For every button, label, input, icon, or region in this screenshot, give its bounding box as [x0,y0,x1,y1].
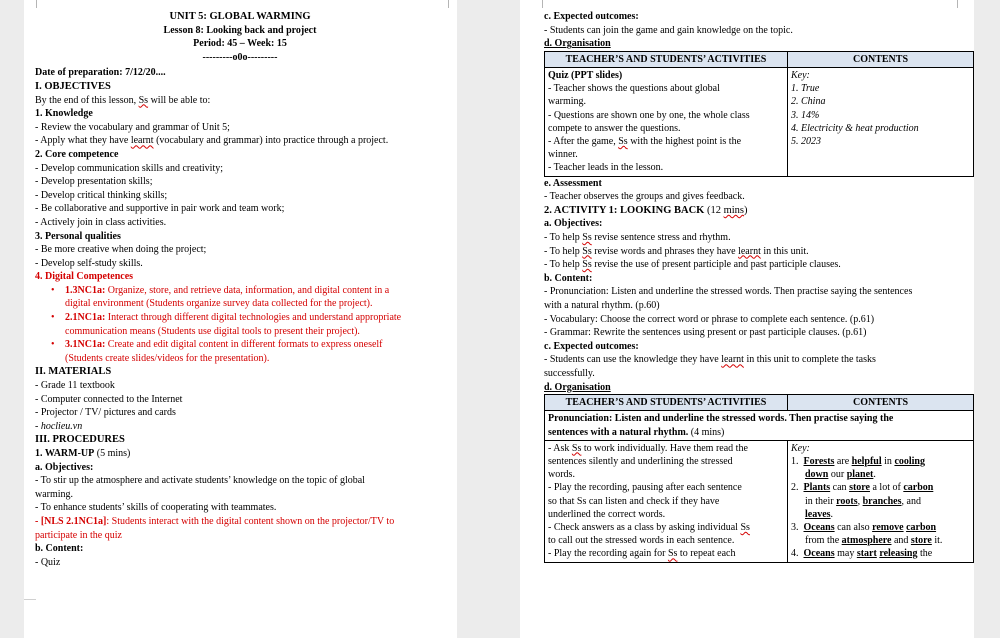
digital-competence-item: • 1.3NC1a: Organize, store, and retrieve data, information, and digital content in a digital environment (Students organize survey data collected for the project). [65,284,445,311]
activities-cell [545,440,788,562]
personal-item: - Be more creative when doing the project; [35,244,207,256]
digital-competence-item: • 2.1NC1a: Interact through different digital technologies and understand appropriate communication means (Students use digital tools to present their project). [65,311,445,338]
material-item: - Computer connected to the Internet [35,393,183,405]
corner-mark [26,0,37,8]
activity-line: - After the game, Ss with the highest point is the [548,136,742,147]
digital-competences-heading: 4. Digital Competences [35,271,134,283]
divider: ---------o0o--------- [202,51,278,63]
knowledge-item: - Apply what they have learnt (vocabulary and grammar) into practice through a project. [35,135,389,147]
activity-line: - Check answers as a class by asking individual Ss [548,521,750,533]
activity-objective: - To help Ss revise the use of present participle and past participle clauses. [544,259,841,271]
unit-title: UNIT 5: GLOBAL WARMING [169,11,311,22]
pronunciation-task-cell [545,411,974,440]
table-header-contents: CONTENTS [788,51,974,67]
table-header-activities: TEACHER’S AND STUDENTS’ ACTIVITIES [545,395,788,411]
key-sentence: down our planet. [805,469,876,481]
objectives-intro: By the end of this lesson, Ss will be able to: [35,94,211,106]
table-header-activities: TEACHER’S AND STUDENTS’ ACTIVITIES [545,51,788,67]
key-sentence: 2. Plants can store a lot of carbon [791,482,934,494]
key-answer: 1. True [791,83,820,95]
key-answer: 4. Electricity & heat production [791,122,919,134]
activity-expected-item: - Students can use the knowledge they have learnt in this unit to complete the tasks [544,354,876,366]
activity-line: words. [548,469,575,481]
key-answer: 3. 14% [791,109,820,121]
activity-line: - Teacher leads in the lesson. [548,162,664,174]
digital-competence-item: • 3.1NC1a: Create and edit digital content in different formats to express oneself (Students create slides/videos for the presentation). [65,338,445,365]
digital-competences-list [35,284,445,366]
activity-objectives-heading: a. Objectives: [544,218,603,230]
date-of-preparation: Date of preparation: 7/12/20.... [35,67,166,79]
procedures-heading: III. PROCEDURES [35,434,125,446]
objectives-heading: I. OBJECTIVES [35,80,111,92]
activity-objective: - To help Ss revise sentence stress and rhythm. [544,231,731,243]
activity-line: - Teacher shows the questions about global [548,83,720,95]
warmup-objective: warming. [35,488,74,500]
assessment-heading: e. Assessment [544,177,602,189]
organisation-heading: d. Organisation [544,38,611,50]
key-answer: 2. China [791,96,826,108]
core-item: - Actively join in class activities. [35,216,167,228]
personal-item: - Develop self-study skills. [35,257,143,269]
warmup-content-item: - Quiz [35,556,61,568]
activity-line: - Questions are shown one by one, the whole class [548,109,750,121]
assessment-item: - Teacher observes the groups and gives feedback. [544,191,745,203]
key-label: Key: [791,69,810,81]
activities-cell [545,67,788,176]
activity-1-heading: 2. ACTIVITY 1: LOOKING BACK (12 mins) [544,204,748,216]
quiz-title: Quiz (PPT slides) [548,69,623,81]
activity-objective: - To help Ss revise words and phrases they have learnt in this unit. [544,245,809,257]
activity-content-item: with a natural rhythm. (p.60) [544,299,660,311]
activity-line: so that Ss can listen and check if they have [548,495,720,507]
activity-content-item: - Pronunciation: Listen and underline the stressed words. Then practise saying the sentences [544,286,913,298]
personal-qualities-heading: 3. Personal qualities [35,230,121,242]
activity-line: warming. [548,96,587,108]
activity-line: - Ask Ss to work individually. Have them read the [548,442,748,454]
nls-note: - [NLS 2.1NC1a]: Students interact with the digital content shown on the projector/TV to [35,515,395,527]
contents-cell [788,67,974,176]
table-row [545,67,974,176]
period-line: Period: 45 – Week: 15 [193,38,287,50]
activity-expected-heading: c. Expected outcomes: [544,340,639,352]
lesson-title: Lesson 8: Looking back and project [163,24,317,36]
key-sentence: from the atmosphere and store it. [805,535,943,547]
activity-line: to call out the stressed words in each sentence. [548,535,735,547]
margin-mark [24,599,36,600]
nls-note: participate in the quiz [35,529,122,541]
key-sentence: in their roots, branches, and [805,495,921,507]
material-item: - Grade 11 textbook [35,380,115,392]
table-header-contents: CONTENTS [788,395,974,411]
pronunciation-task: sentences with a natural rhythm. (4 mins) [548,426,725,438]
core-item: - Develop communication skills and creativity; [35,162,224,174]
expected-outcome: - Students can join the game and gain knowledge on the topic. [544,24,793,36]
document-page-right [520,0,974,638]
warmup-objective: - To enhance students’ skills of cooperating with teammates. [35,502,277,514]
activity-content-item: - Grammar: Rewrite the sentences using present or past participle clauses. (p.61) [544,327,867,339]
core-item: - Develop critical thinking skills; [35,189,168,201]
core-item: - Develop presentation skills; [35,176,153,188]
activities-table-looking-back [544,394,974,562]
warmup-heading: 1. WARM-UP (5 mins) [35,448,131,459]
contents-cell [788,440,974,562]
knowledge-heading: 1. Knowledge [35,108,93,120]
activity-content-heading: b. Content: [544,272,593,284]
material-item-website: - hoclieu.vn [35,420,83,432]
core-item: - Be collaborative and supportive in pair work and team work; [35,203,285,215]
table-row [545,411,974,440]
expected-outcomes-heading: c. Expected outcomes: [544,11,639,22]
knowledge-item: - Review the vocabulary and grammar of Unit 5; [35,121,230,133]
corner-mark [957,0,968,8]
materials-heading: II. MATERIALS [35,366,112,378]
activities-table-warmup [544,51,974,177]
warmup-objectives-heading: a. Objectives: [35,461,94,473]
activity-line: winner. [548,149,578,161]
pronunciation-task: Pronunciation: Listen and underline the stressed words. Then practise saying the [548,413,894,425]
warmup-content-heading: b. Content: [35,543,84,555]
activity-line: sentences silently and underlining the stressed [548,455,733,467]
activity-expected-item: successfully. [544,367,595,379]
activity-line: compete to answer the questions. [548,122,681,134]
key-sentence: 4. Oceans may start releasing the [791,548,933,560]
activity-organisation-heading: d. Organisation [544,381,611,393]
core-competence-heading: 2. Core competence [35,148,119,160]
corner-mark [448,0,457,8]
key-sentence: leaves. [805,508,834,520]
key-sentence: 3. Oceans can also remove carbon [791,521,937,533]
key-label: Key: [791,442,810,454]
corner-mark [532,0,543,8]
activity-line: - Play the recording, pausing after each sentence [548,482,742,494]
warmup-objective: - To stir up the atmosphere and activate students’ knowledge on the topic of global [35,475,365,487]
document-page-left [24,0,457,638]
activity-line: underlined the correct words. [548,508,666,520]
table-row [545,440,974,562]
key-answer: 5. 2023 [791,136,821,147]
key-sentence: 1. Forests are helpful in cooling [791,455,925,467]
material-item: - Projector / TV/ pictures and cards [35,407,176,419]
activity-line: - Play the recording again for Ss to repeat each [548,548,736,560]
activity-content-item: - Vocabulary: Choose the correct word or phrase to complete each sentence. (p.61) [544,313,875,325]
